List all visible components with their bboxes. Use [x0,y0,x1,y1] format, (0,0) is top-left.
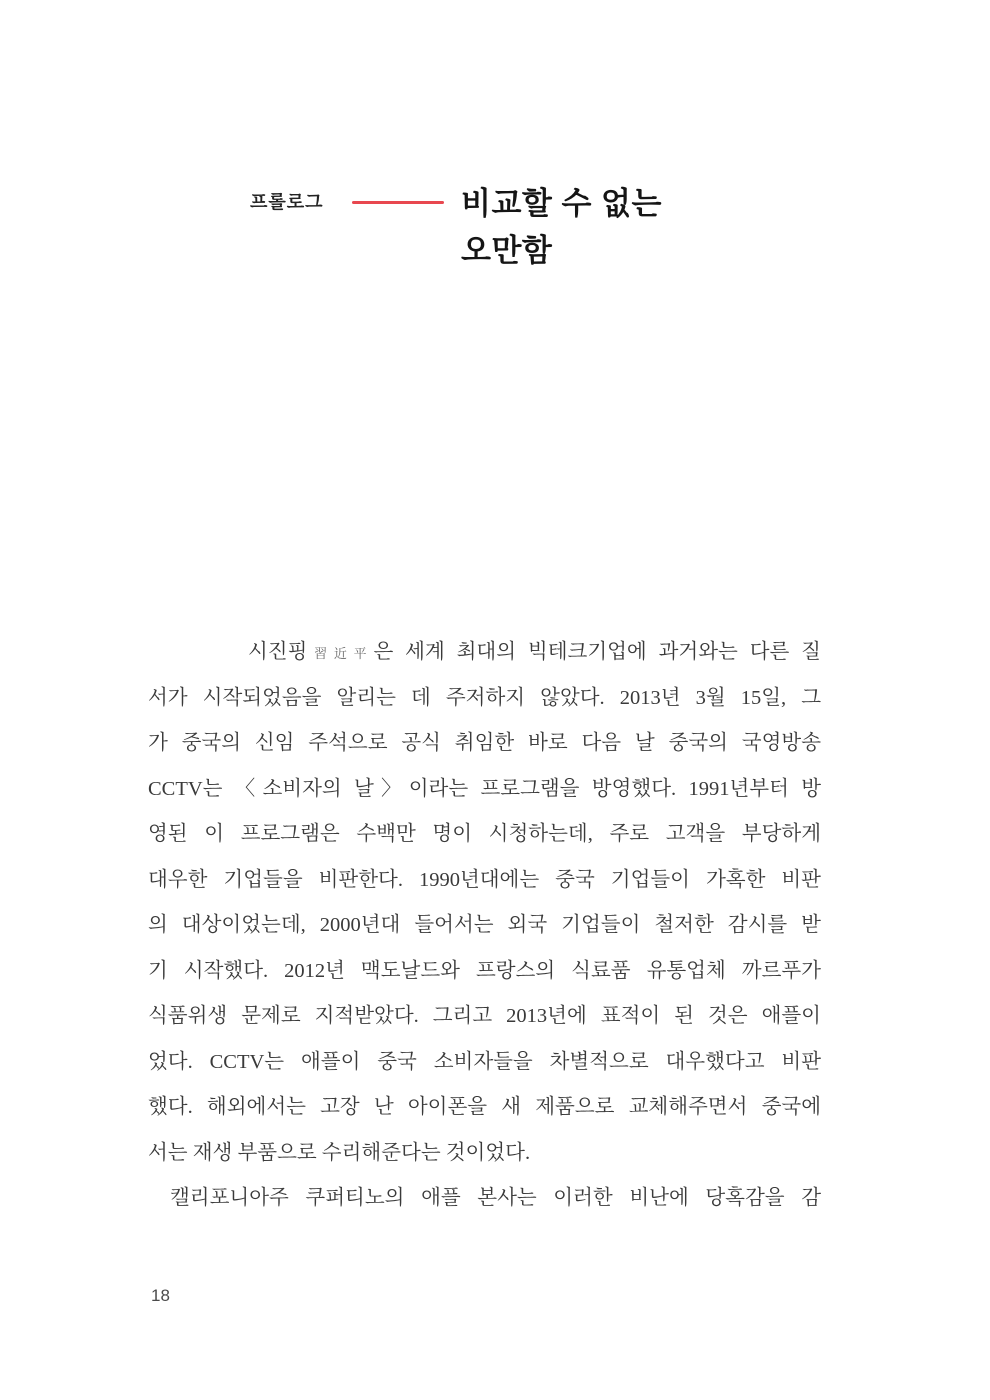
body-line-text: 했다. 해외에서는 고장 난 아이폰을 새 제품으로 교체해주면서 중국에 [148,1096,821,1118]
body-line [148,994,821,1040]
hanja-annotation: 習近平 [307,646,374,661]
body-line-text: 영된 이 프로그램은 수백만 명이 시청하는데, 주로 고객을 부당하게 [148,823,821,845]
body-line [148,949,821,995]
page-number: 18 [151,1286,170,1305]
body-line [148,676,821,722]
body-line-text: 기 시작했다. 2012년 맥도날드와 프랑스의 식료품 유통업체 까르푸가 [148,959,821,982]
body-line [148,1176,821,1222]
chapter-title-line2: 오만함 [461,233,553,268]
body-line [148,1040,821,1086]
body-line-text: 의 대상이었는데, 2000년대 들어서는 외국 기업들이 철저한 감시를 받 [148,914,821,936]
body-line [148,903,821,949]
body-line-text: 대우한 기업들을 비판한다. 1990년대에는 중국 기업들이 가혹한 비판 [148,868,821,891]
body-line-text: 은 세계 최대의 빅테크기업에 과거와는 다른 질 [373,641,821,663]
body-line-text: 서가 시작되었음을 알리는 데 주저하지 않았다. 2013년 3월 15일, 그 [148,686,821,709]
body-line [148,858,821,904]
body-line-text: 었다. CCTV는 애플이 중국 소비자들을 차별적으로 대우했다고 비판 [148,1050,821,1073]
body-line [148,1085,821,1131]
body-text [148,630,821,1222]
body-line-text: CCTV는 〈소비자의 날〉이라는 프로그램을 방영했다. 1991년부터 방 [148,777,821,800]
body-line [148,721,821,767]
body-line [148,812,821,858]
body-line-text: 서는 재생 부품으로 수리해준다는 것이었다. [148,1141,531,1164]
body-line [148,1131,821,1177]
chapter-title [461,180,662,274]
chapter-title-line1: 비교할 수 없는 [461,186,662,221]
body-line [148,767,821,813]
body-line-text: 식품위생 문제로 지적받았다. 그리고 2013년에 표적이 된 것은 애플이 [148,1005,821,1027]
prologue-label: 프롤로그 [250,192,324,212]
divider-line [352,201,444,204]
body-line [148,630,821,676]
body-line-text: 시진핑 [248,641,308,663]
body-line-text: 캘리포니아주 쿠퍼티노의 애플 본사는 이러한 비난에 당혹감을 감 [170,1187,821,1209]
body-line-text: 가 중국의 신임 주석으로 공식 취임한 바로 다음 날 중국의 국영방송 [148,732,821,754]
